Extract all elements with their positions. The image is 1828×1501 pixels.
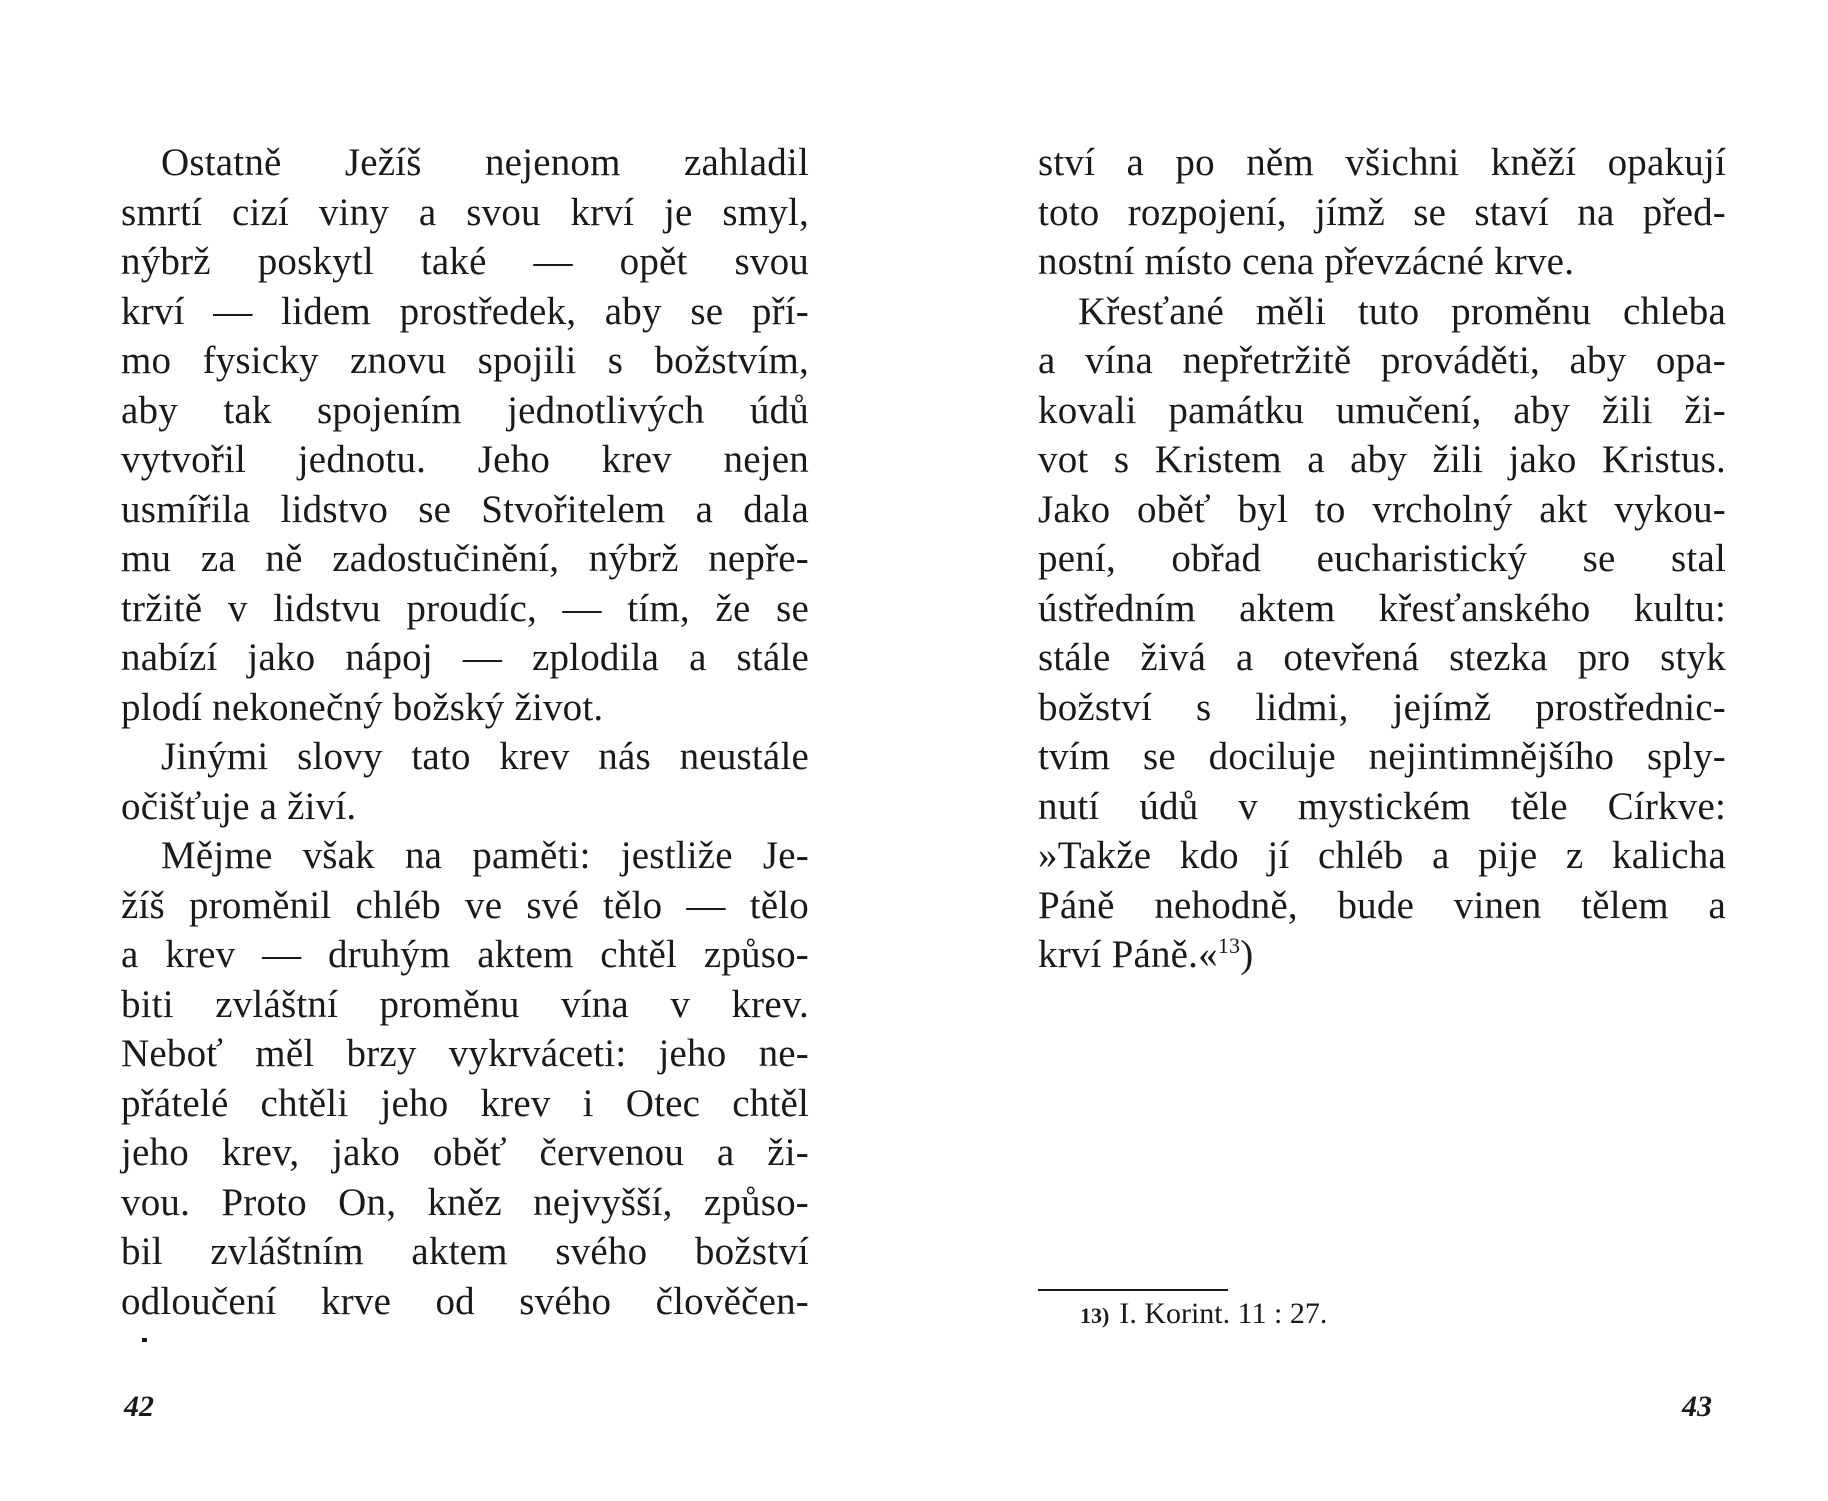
text-line-content: plodí nekonečný božský život. xyxy=(121,685,604,729)
text-line-content: Neboť měl brzy vykrváceti: jeho ne- xyxy=(121,1032,809,1075)
text-line xyxy=(121,1079,809,1129)
text-line xyxy=(1038,930,1726,980)
text-line-content: krví — lidem prostředek, aby se pří- xyxy=(121,289,809,333)
left-page-text-column xyxy=(121,138,809,1326)
right-page-number: 43 xyxy=(1682,1390,1712,1423)
text-line-content: kovali památku umučení, aby žili ži- xyxy=(1038,388,1726,432)
text-line xyxy=(121,881,809,931)
footnote xyxy=(1080,1294,1327,1336)
text-line-content: Křesťané měli tuto proměnu chleba xyxy=(1078,289,1726,333)
text-line-content: biti zvláštní proměnu vína v krev. xyxy=(121,982,809,1026)
text-line-content: božství s lidmi, jejímž prostřednic- xyxy=(1038,685,1726,729)
text-line-content: odloučení krve od svého člověčen- xyxy=(121,1279,809,1323)
text-line-content: bil zvláštním aktem svého božství xyxy=(121,1230,809,1273)
text-line-content: nostní místo cena převzácné krve. xyxy=(1038,240,1575,283)
text-line-content: ství a po něm všichni kněží opakují xyxy=(1038,141,1726,184)
text-line-content: stále živá a otevřená stezka pro styk xyxy=(1038,636,1726,679)
text-line xyxy=(1038,435,1726,485)
text-line-content: tvím se dociluje nejintimnějšího sply- xyxy=(1038,735,1726,778)
text-line xyxy=(121,138,809,188)
text-line xyxy=(121,1178,809,1228)
text-line-content: krví Páně.« xyxy=(1038,933,1218,976)
text-line-content: a krev — druhým aktem chtěl způso- xyxy=(121,933,809,976)
text-line-content: nýbrž poskytl také — opět svou xyxy=(121,240,809,283)
text-line xyxy=(121,1128,809,1178)
text-line xyxy=(1038,732,1726,782)
text-line xyxy=(1038,584,1726,634)
text-line-content: mo fysicky znovu spojili s božstvím, xyxy=(121,339,809,382)
text-line-content: přátelé chtěli jeho krev i Otec chtěl xyxy=(121,1081,809,1125)
text-line xyxy=(121,683,809,733)
text-line xyxy=(1038,683,1726,733)
text-line-content: a vína nepřetržitě prováděti, aby opa- xyxy=(1038,339,1726,382)
text-line xyxy=(1038,534,1726,584)
footnote-number: 13) xyxy=(1080,1303,1110,1328)
text-line xyxy=(121,188,809,238)
text-line-content: ústředním aktem křesťanského kultu: xyxy=(1038,586,1726,630)
text-line-content: Mějme však na paměti: jestliže Je- xyxy=(161,834,809,877)
text-line-content: toto rozpojení, jímž se staví na před- xyxy=(1038,190,1726,234)
text-line-content: mu za ně zadostučinění, nýbrž nepře- xyxy=(121,537,809,580)
text-line xyxy=(1038,237,1726,287)
text-line xyxy=(121,732,809,782)
right-page xyxy=(914,0,1828,1501)
text-line xyxy=(1038,336,1726,386)
text-line-content: tržitě v lidstvu proudíc, — tím, že se xyxy=(121,586,809,630)
text-line xyxy=(121,1029,809,1079)
stray-ink-mark xyxy=(142,1338,147,1342)
text-line xyxy=(121,1277,809,1327)
text-line-content: Páně nehodně, bude vinen tělem a xyxy=(1038,883,1726,927)
text-line xyxy=(121,386,809,436)
text-line-content: Ostatně Ježíš nejenom zahladil xyxy=(161,141,809,184)
text-line-content: očišťuje a živí. xyxy=(121,784,357,828)
text-line-content: nabízí jako nápoj — zplodila a stále xyxy=(121,636,809,679)
text-line xyxy=(1038,138,1726,188)
text-line xyxy=(121,435,809,485)
text-line-content: vou. Proto On, kněz nejvyšší, způso- xyxy=(121,1180,809,1224)
text-line xyxy=(121,930,809,980)
footnote-rule xyxy=(1038,1289,1228,1291)
text-line xyxy=(1038,782,1726,832)
text-line xyxy=(121,980,809,1030)
text-line-content: vytvořil jednotu. Jeho krev nejen xyxy=(121,438,809,481)
text-line xyxy=(121,485,809,535)
text-line xyxy=(1038,485,1726,535)
left-page-number: 42 xyxy=(124,1390,154,1423)
text-line xyxy=(1038,633,1726,683)
text-line xyxy=(1038,831,1726,881)
text-line xyxy=(121,584,809,634)
text-line-content: jeho krev, jako oběť červenou a ži- xyxy=(121,1131,809,1174)
footnote-reference-paren: ) xyxy=(1240,933,1254,976)
text-line xyxy=(121,633,809,683)
text-line-content: smrtí cizí viny a svou krví je smyl, xyxy=(121,190,809,234)
footnote-reference: 13 xyxy=(1217,933,1241,958)
text-line-content: žíš proměnil chléb ve své tělo — tělo xyxy=(121,883,809,927)
text-line xyxy=(121,287,809,337)
text-line-content: aby tak spojením jednotlivých údů xyxy=(121,388,809,432)
text-line xyxy=(1038,287,1726,337)
text-line xyxy=(121,782,809,832)
text-line-content: Jako oběť byl to vrcholný akt vykou- xyxy=(1038,487,1726,531)
text-line-content: vot s Kristem a aby žili jako Kristus. xyxy=(1038,438,1726,481)
text-line-content: Jinými slovy tato krev nás neustále xyxy=(161,735,809,778)
text-line-content: pení, obřad eucharistický se stal xyxy=(1038,537,1726,580)
text-line xyxy=(121,237,809,287)
text-line xyxy=(1038,386,1726,436)
text-line xyxy=(1038,188,1726,238)
text-line xyxy=(121,1227,809,1277)
text-line xyxy=(121,336,809,386)
text-line-content: nutí údů v mystickém těle Církve: xyxy=(1038,784,1726,828)
text-line xyxy=(121,831,809,881)
text-line xyxy=(1038,881,1726,931)
footnote-text: I. Korint. 11 : 27. xyxy=(1119,1297,1328,1330)
right-page-text-column xyxy=(1038,138,1726,980)
text-line xyxy=(121,534,809,584)
text-line-content: »Takže kdo jí chléb a pije z kalicha xyxy=(1038,834,1726,877)
text-line-content: usmířila lidstvo se Stvořitelem a dala xyxy=(121,487,809,531)
